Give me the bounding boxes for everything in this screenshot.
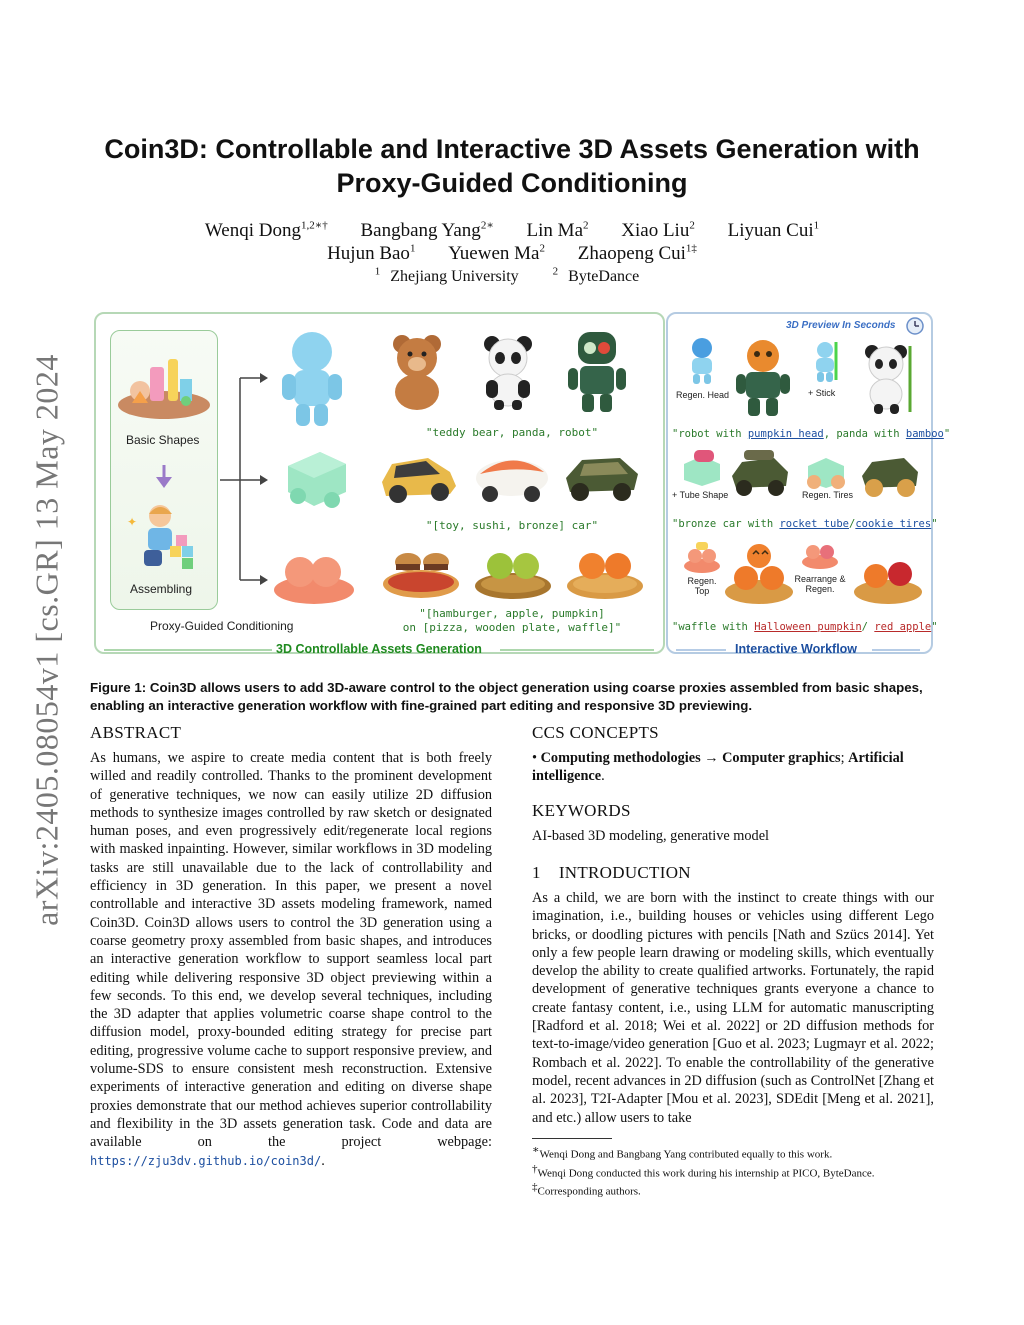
prompt-3: [376, 607, 648, 635]
abstract-text: As humans, we aspire to create media content that is both freely willed and readily controlled. Thanks to the prominent development of generative techniques, we now can easily utilize 2D diffusion methods to synthesize images controlled by raw sketch or designated human poses, and even progressively edit/regenerate local regions with masked inpainting. However, similar workflows in 3D modeling tasks are still unavailable due to the lack of controllability and efficiency in 3D generation. In this paper, we present a novel controllable and interactive 3D assets modeling framework, named Coin3D. Coin3D allows users to control the 3D generation using a coarse geometry proxy assembled from basic shapes, and introduces an interactive generation workflow to support seamless local part editing while delivering responsive 3D object previewing within a few seconds. To this end, we develop several techniques, including the 3D adapter that applies volumetric coarse shape control to the diffusion model, proxy-bounded editing strategy for precise part editing, progressive volume cache to support responsive preview, and volume-SDS to ensure consistent mesh reconstruction. Extensive experiments of interactive generation and editing on diverse shape proxies demonstrate that our method achieves superior controllability and flexibility in the 3D assets generation task. Code and data are available on the project webpage:: [90, 750, 492, 1151]
toy-car-image: [376, 446, 460, 506]
keywords-body: AI-based 3D modeling, generative model: [532, 828, 770, 844]
author: Liyuan Cui$^1$: [727, 220, 820, 242]
pumpkin-waffle-image: [564, 540, 646, 602]
title-line-2: Proxy-Guided Conditioning: [336, 168, 688, 198]
footer-right-label: Interactive Workflow: [735, 642, 858, 656]
author: Zhaopeng Cui$^{1\ddagger}$: [577, 243, 697, 265]
ccs-body: • Computing methodologies → Computer graphics; Artificial intelligence.: [532, 750, 904, 785]
teddy-bear-image: [386, 332, 448, 412]
proxy-guided-label: Proxy-Guided Conditioning: [150, 619, 294, 633]
author: Hujun Bao$^1$: [327, 243, 416, 265]
tube-proxy-image: [680, 448, 724, 488]
down-arrow-icon: [154, 465, 174, 489]
svg-text:✦: ✦: [127, 515, 138, 529]
keywords-heading: KEYWORDS: [532, 801, 631, 820]
panda-bamboo-image: [860, 342, 918, 418]
basic-shapes-label: Basic Shapes: [126, 433, 200, 447]
rearrange-line-1: Rearrange &: [794, 574, 846, 584]
rocket-car-image: [728, 446, 792, 498]
arxiv-stamp: [22, 340, 72, 940]
prompt-3-line-2: on [pizza, wooden plate, waffle]": [402, 621, 622, 634]
sushi-car-image: [470, 444, 554, 506]
assembling-child-image: [122, 498, 204, 576]
robot-image: [566, 330, 628, 414]
ccs-heading: CCS CONCEPTS: [532, 723, 659, 742]
stick-proxy-image: [808, 340, 842, 386]
workflow-prompt-1: "robot with pumpkin head, panda with bamboo": [672, 428, 951, 440]
bronze-car-image: [562, 444, 642, 506]
footnote-rule: [532, 1138, 612, 1139]
abstract-heading: ABSTRACT: [90, 723, 182, 742]
proxy-plate-shape: [272, 550, 356, 606]
intro-title: INTRODUCTION: [558, 863, 691, 882]
author: Wenqi Dong$^{1,2∗\dagger}$: [204, 220, 328, 242]
affiliation: $^1$ Zhejiang University: [374, 266, 519, 286]
author: Xiao Liu$^2$: [621, 220, 695, 242]
red-apple-waffle-image: [852, 546, 924, 606]
regen-top-proxy-image: [682, 540, 722, 576]
assembling-label: Assembling: [130, 582, 193, 596]
author: Bangbang Yang$^{2∗}$: [360, 220, 494, 242]
rearrange-label: [790, 574, 850, 594]
intro-heading: [532, 863, 691, 883]
workflow-prompt-3: "waffle with Halloween pumpkin/ red apple": [672, 621, 938, 633]
affiliations: [80, 266, 944, 286]
hamburger-pizza-image: [380, 540, 462, 602]
regen-top-line-2: Top: [694, 586, 710, 596]
regen-head-proxy-image: [684, 336, 720, 386]
intro-body: As a child, we are born with the instinct to create things with our imagination, i.e., building houses or vehicles using different Lego bricks, or doodling pictures with pencils [Nath and Szücs 2014]. Yet only a few people learn drawing or modeling skills, which eventually develop the ability to create qualified artworks. Fortunately, the rapid development of generative techniques grants everyone a chance to create fantasy content, i.e., using LLM for automatic manuscripting [Radford et al. 2018; Wei et al. 2022] or 2D diffusion methods for text-to-image/video generation [Guo et al. 2023; Lugmayr et al. 2022; Rombach et al. 2022]. To enable the controllability of the generative model, recent advances in 2D diffusion (such as ControlNet [Zhang et al. 2023], T2I-Adapter [Mou et al. 2023], SDEdit [Meng et al. 2021], and etc.) allow users to take: [532, 890, 934, 1126]
halloween-waffle-image: [722, 540, 796, 606]
plus-tube-label: + Tube Shape: [672, 490, 729, 500]
proxy-car-shape: [280, 444, 352, 514]
author: Yuewen Ma$^2$: [448, 243, 545, 265]
workflow-prompt-2: "bronze car with rocket tube/cookie tires": [672, 518, 938, 530]
footnote: ∗Wenqi Dong and Bangbang Yang contributed equally to this work.: [532, 1144, 833, 1161]
abstract-body: [90, 749, 492, 1170]
regen-top-label: [686, 576, 718, 596]
author: Lin Ma$^2$: [526, 220, 589, 242]
footnotes: [532, 1143, 934, 1199]
proxy-figure-shape: [276, 330, 348, 428]
figure-caption: Figure 1: Coin3D allows users to add 3D-aware control to the object generation using coarse proxies assembled from basic shapes, enabling an interactive generation workflow with fine-grained part editing and responsive 3D previewing.: [90, 680, 923, 713]
panda-image: [478, 334, 538, 412]
branch-arrows: [218, 370, 268, 590]
rearrange-proxy-image: [800, 538, 840, 572]
prompt-2: "[toy, sushi, bronze] car": [425, 519, 599, 532]
abstract-period: .: [321, 1152, 325, 1169]
plus-stick-label: + Stick: [808, 388, 836, 398]
basic-shapes-image: [116, 345, 212, 425]
pumpkin-robot-image: [734, 338, 792, 420]
tires-proxy-image: [804, 450, 848, 490]
cookie-car-image: [858, 446, 922, 498]
footnote: †Wenqi Dong conducted this work during his internship at PICO, ByteDance.: [532, 1162, 875, 1180]
regen-top-line-1: Regen.: [687, 576, 717, 586]
intro-number: 1: [532, 863, 541, 882]
clock-icon: [904, 316, 926, 336]
arxiv-id: arXiv:2405.08054v1 [cs.GR] 13 May 2024: [28, 354, 65, 926]
preview-label: 3D Preview In Seconds: [786, 320, 896, 331]
paper-title: [80, 132, 944, 200]
footnote: ‡Corresponding authors.: [532, 1181, 641, 1198]
authors-row-2: [80, 243, 944, 265]
prompt-1: "teddy bear, panda, robot": [425, 426, 599, 439]
affiliation: $^2$ ByteDance: [552, 266, 640, 286]
footer-left-label: 3D Controllable Assets Generation: [276, 642, 482, 656]
apple-plate-image: [472, 540, 554, 602]
rearrange-line-2: Regen.: [805, 584, 835, 594]
project-link[interactable]: https://zju3dv.github.io/coin3d/: [90, 1153, 322, 1168]
prompt-3-line-1: "[hamburger, apple, pumpkin]: [419, 607, 605, 620]
authors-row-1: [80, 219, 944, 242]
regen-head-label: Regen. Head: [676, 390, 730, 400]
regen-tires-label: Regen. Tires: [802, 490, 854, 500]
title-line-1: Coin3D: Controllable and Interactive 3D Assets Generation with: [104, 134, 920, 164]
